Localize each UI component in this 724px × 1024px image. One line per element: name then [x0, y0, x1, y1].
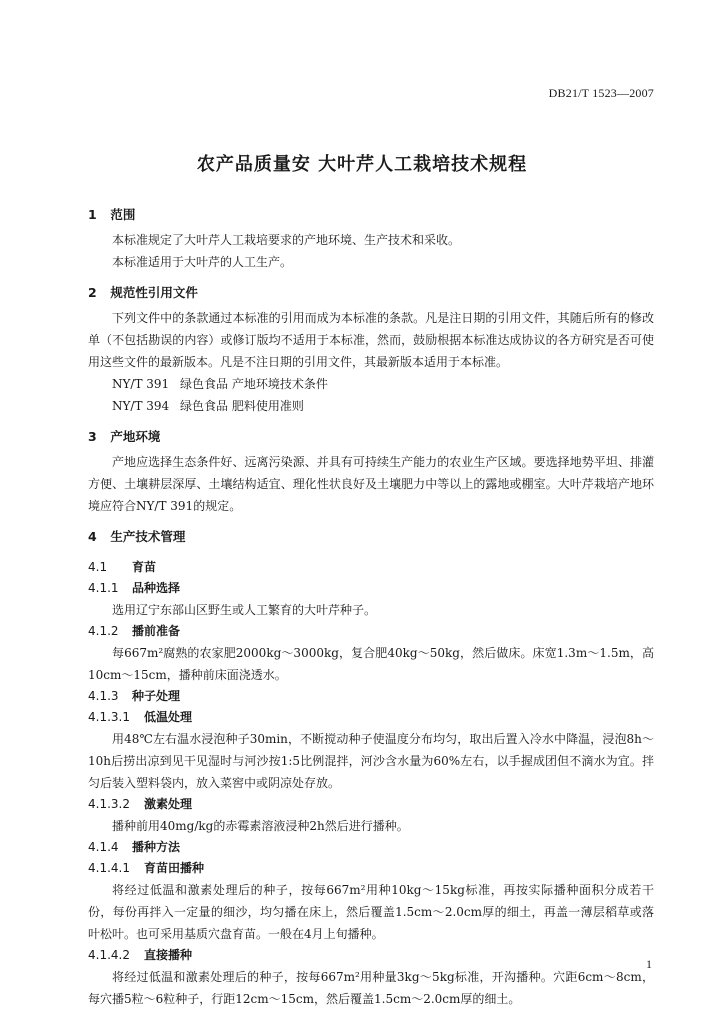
paragraph: 下列文件中的条款通过本标准的引用而成为本标准的条款。凡是注日期的引用文件，其随后所有的修改单（不包括勘误的内容）或修订版均不适用于本标准，然而，鼓励根据本标准达成协议的各方研究是否可使用这些文件的最新版本。凡是不注日期的引用文件，其最新版本适用于本标准。 [88, 311, 654, 369]
page-number: 1 [646, 957, 652, 971]
subsection-title: 品种选择 [132, 581, 181, 595]
subsection-number: 4.1 [88, 560, 108, 574]
subsection-title: 播种方法 [132, 840, 181, 854]
section-title: 生产技术管理 [110, 529, 186, 544]
section-title: 范围 [110, 207, 136, 222]
subsection-number: 4.1.2 [88, 624, 119, 638]
section-1-heading [88, 205, 654, 225]
paragraph: 每667m²腐熟的农家肥2000kg～3000kg，复合肥40kg～50kg，然后做床。床宽1.3m～1.5m，高10cm～15cm，播种前床面浇透水。 [88, 646, 654, 682]
paragraph: 选用辽宁东部山区野生或人工繁育的大叶芹种子。 [112, 603, 377, 617]
subsection-number: 4.1.1 [88, 581, 119, 595]
subsection-title: 种子处理 [132, 689, 181, 703]
subsection-number: 4.1.3 [88, 689, 119, 703]
subsection-number: 4.1.4.2 [88, 948, 130, 962]
section-number: 4 [88, 529, 97, 544]
subsection-title: 播前准备 [132, 624, 181, 638]
section-number: 1 [88, 207, 97, 222]
subsection-heading [88, 837, 654, 858]
subsection-title: 激素处理 [144, 797, 193, 811]
subsection-title: 育苗 [132, 560, 157, 574]
document-body [88, 205, 654, 1010]
reference-code: NY/T 391 [112, 377, 170, 391]
standard-code: DB21/T 1523—2007 [548, 86, 654, 100]
paragraph: 将经过低温和激素处理后的种子，按每667m²用种量3kg～5kg标准，开沟播种。穴距6cm～8cm，每穴播5粒～6粒种子，行距12cm～15cm，然后覆盖1.5cm～2.0cm厚的细土。 [88, 970, 654, 1006]
subsection-number: 4.1.3.1 [88, 710, 130, 724]
subsection-heading [88, 686, 654, 707]
section-title: 规范性引用文件 [110, 285, 198, 300]
section-2-heading [88, 283, 654, 303]
section-3-heading [88, 427, 654, 447]
section-4-heading [88, 527, 654, 547]
reference-name: 绿色食品 肥料使用准则 [180, 399, 304, 413]
subsection-heading [88, 945, 654, 966]
paragraph: 产地应选择生态条件好、远离污染源、并具有可持续生产能力的农业生产区域。要选择地势平坦、排灌方便、土壤耕层深厚、土壤结构适宜、理化性状良好及土壤肥力中等以上的露地或棚室。大叶芹栽培产地环境应符合NY/T 391的规定。 [88, 455, 654, 513]
subsection-title: 直接播种 [144, 948, 193, 962]
paragraph: 本标准适用于大叶芹的人工生产。 [112, 255, 293, 269]
subsection-number: 4.1.4 [88, 840, 119, 854]
subsection-heading [88, 794, 654, 815]
section-number: 2 [88, 285, 97, 300]
paragraph: 用48℃左右温水浸泡种子30min，不断搅动种子使温度分布均匀，取出后置入冷水中降温，浸泡8h～10h后捞出凉到见干见湿时与河沙按1:5比例混拌，河沙含水量为60%左右，以手握成团但不滴水为宜。拌匀后装入塑料袋内，放入菜窖中或阴凉处存放。 [88, 732, 654, 790]
subsection-heading [88, 707, 654, 728]
reference-code: NY/T 394 [112, 399, 170, 413]
reference-name: 绿色食品 产地环境技术条件 [180, 377, 328, 391]
subsection-heading [88, 621, 654, 642]
paragraph: 本标准规定了大叶芹人工栽培要求的产地环境、生产技术和采收。 [112, 233, 461, 247]
subsection-heading [88, 578, 654, 599]
section-title: 产地环境 [110, 429, 161, 444]
paragraph: 播种前用40mg/kg的赤霉素溶液浸种2h然后进行播种。 [112, 819, 409, 833]
reference-item [88, 395, 654, 417]
subsection-title: 育苗田播种 [144, 861, 205, 875]
subsection-number: 4.1.3.2 [88, 797, 130, 811]
subsection-heading [88, 557, 654, 578]
document-title: 农产品质量安 大叶芹人工栽培技术规程 [196, 154, 528, 175]
section-number: 3 [88, 429, 97, 444]
paragraph: 将经过低温和激素处理后的种子，按每667m²用种10kg～15kg标准，再按实际播种面积分成若干份，每份再拌入一定量的细沙，均匀播在床上，然后覆盖1.5cm～2.0cm厚的细土，再盖一薄层稻草或落叶松叶。也可采用基质穴盘育苗。一般在4月上旬播种。 [88, 883, 654, 941]
subsection-heading [88, 858, 654, 879]
reference-item [88, 373, 654, 395]
subsection-title: 低温处理 [144, 710, 193, 724]
subsection-number: 4.1.4.1 [88, 861, 130, 875]
